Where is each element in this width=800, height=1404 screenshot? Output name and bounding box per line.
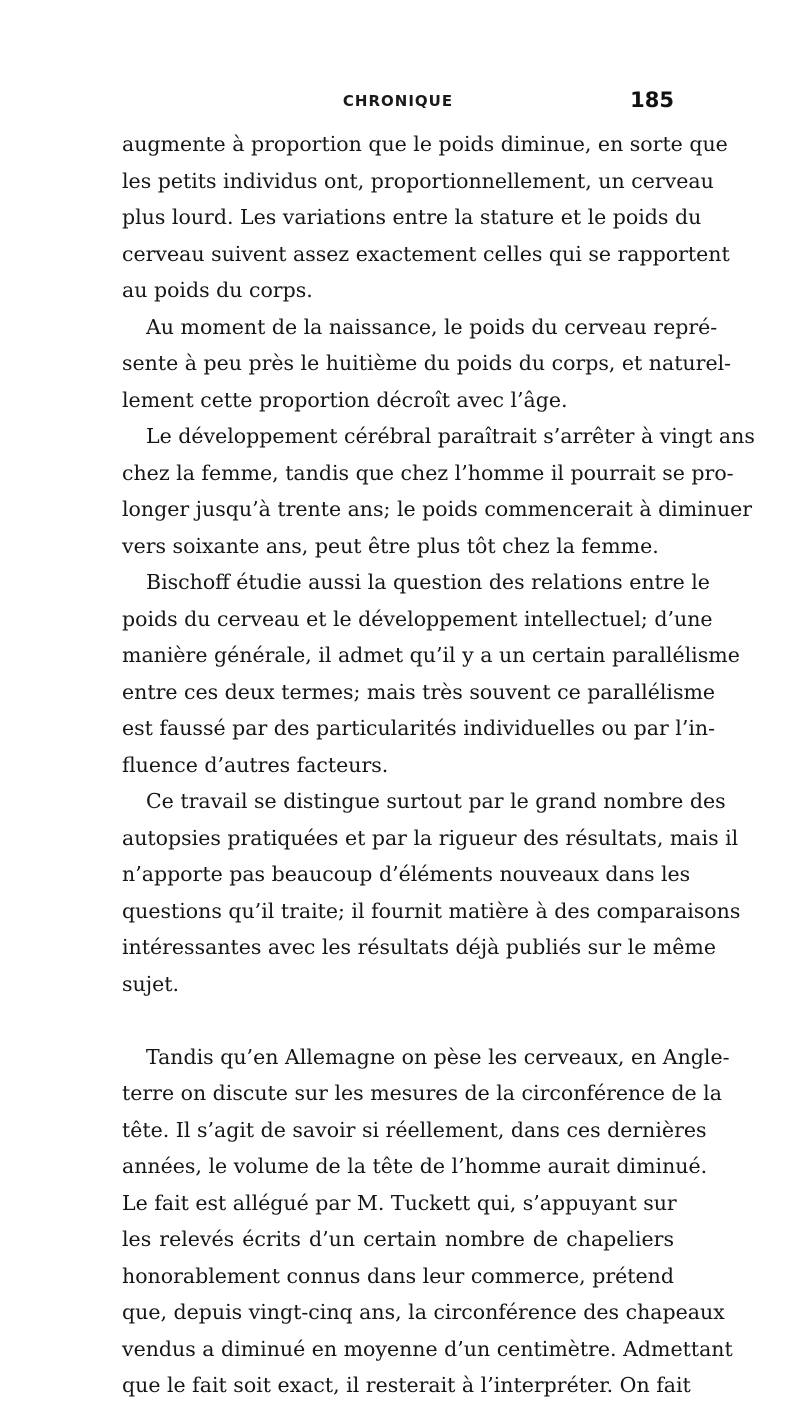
text-line: Le développement cérébral paraîtrait s’arrêter à vingt ans	[146, 424, 755, 448]
text-line: Au moment de la naissance, le poids du cerveau repré-	[146, 314, 718, 339]
text-line: chez la femme, tandis que chez l’homme il pourrait se pro-	[122, 460, 734, 485]
text-line: vers soixante ans, peut être plus tôt chez la femme.	[122, 533, 659, 558]
text-line: cerveau suivent assez exactement celles qui se rapportent	[122, 241, 730, 266]
text-line: vendus a diminué en moyenne d’un centimètre. Admettant	[122, 1336, 733, 1361]
text-line: que le fait soit exact, il resterait à l’interpréter. On fait	[122, 1373, 691, 1397]
text-line: terre on discute sur les mesures de la circonférence de la	[122, 1081, 722, 1105]
text-line: poids du cerveau et le développement intellectuel; d’une	[122, 606, 713, 631]
text-line: augmente à proportion que le poids diminue, en sorte que	[122, 132, 728, 156]
text-line: les relevés écrits d’un certain nombre de chapeliers	[122, 1227, 674, 1251]
text-line: au poids du corps.	[122, 278, 313, 302]
paragraph	[122, 564, 740, 783]
text-line: autopsies pratiquées et par la rigueur des résultats, mais il	[122, 825, 739, 850]
page-number: 185	[630, 88, 674, 112]
running-header	[122, 88, 674, 120]
text-line: Bischoff étudie aussi la question des relations entre le	[146, 570, 710, 594]
body-text	[122, 126, 755, 1404]
text-line: honorablement connus dans leur commerce, prétend	[122, 1263, 674, 1288]
text-line: Le fait est allégué par M. Tuckett qui, s’appuyant sur	[122, 1190, 677, 1215]
text-line: entre ces deux termes; mais très souvent ce parallélisme	[122, 679, 716, 704]
paragraph	[122, 418, 755, 564]
text-line: questions qu’il traite; il fournit matière à des comparaisons	[122, 898, 741, 923]
text-line: tête. Il s’agit de savoir si réellement, dans ces dernières	[122, 1117, 707, 1142]
text-line: que, depuis vingt-cinq ans, la circonférence des chapeaux	[122, 1300, 725, 1324]
text-line: sente à peu près le huitième du poids du corps, et naturel-	[122, 351, 732, 375]
text-line: lement cette proportion décroît avec l’âge.	[122, 387, 568, 412]
text-line: longer jusqu’à trente ans; le poids commencerait à diminuer	[122, 497, 753, 521]
text-line: plus lourd. Les variations entre la stature et le poids du	[122, 205, 702, 229]
paragraph	[122, 1039, 733, 1404]
text-line: manière générale, il admet qu’il y a un certain parallélisme	[122, 643, 740, 667]
text-line: Tandis qu’en Allemagne on pèse les cerveaux, en Angle-	[146, 1044, 730, 1069]
text-line: n’apporte pas beaucoup d’éléments nouveaux dans les	[122, 862, 691, 886]
paragraph	[122, 309, 732, 419]
paragraph	[122, 126, 730, 309]
text-line: fluence d’autres facteurs.	[122, 752, 389, 777]
text-line: est faussé par des particularités individuelles ou par l’in-	[122, 716, 716, 740]
text-line: années, le volume de la tête de l’homme aurait diminué.	[122, 1154, 708, 1178]
section-gap	[122, 1002, 674, 1039]
text-line: les petits individus ont, proportionnellement, un cerveau	[122, 168, 714, 193]
running-title: CHRONIQUE	[342, 92, 454, 110]
text-line: intéressantes avec les résultats déjà publiés sur le même	[122, 935, 716, 959]
paragraph	[122, 783, 741, 1002]
text-line: sujet.	[122, 971, 179, 996]
text-line: Ce travail se distingue surtout par le grand nombre des	[146, 789, 726, 813]
